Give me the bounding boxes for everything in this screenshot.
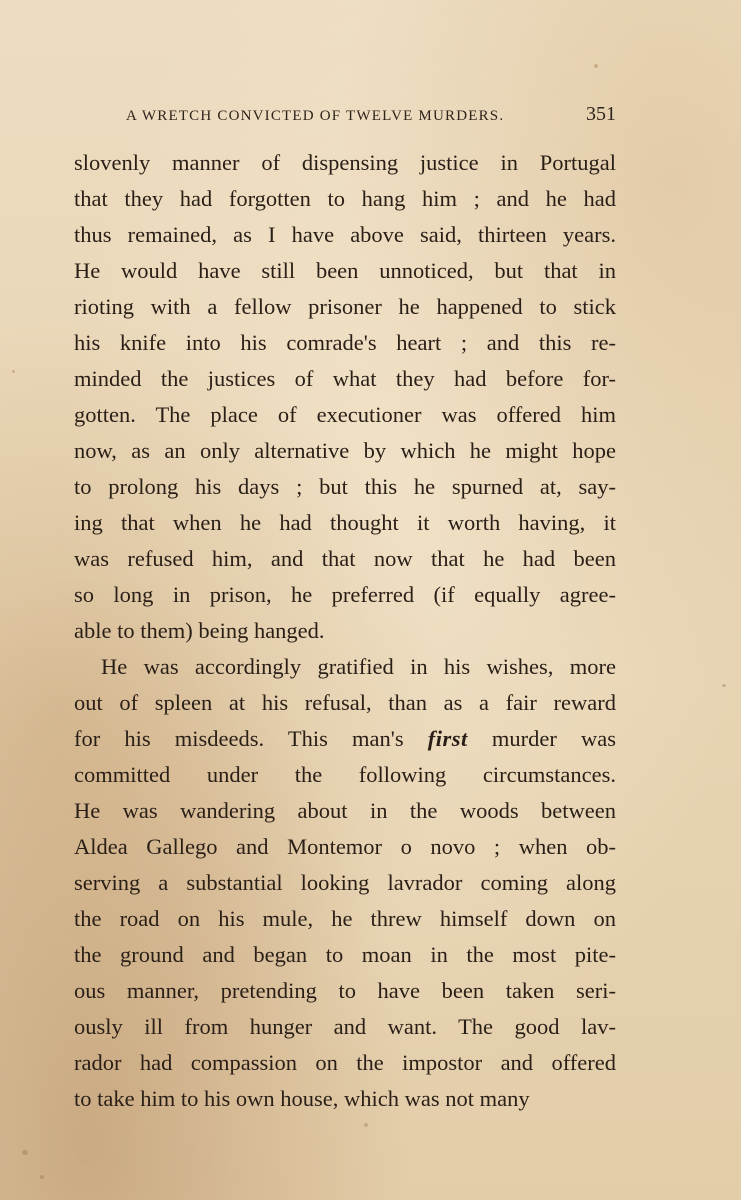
- text-line-with-emphasis: [74, 721, 616, 757]
- text-line: rador had compassion on the impostor and offered: [74, 1050, 616, 1075]
- text-line: so long in prison, he preferred (if equally agree-: [74, 582, 616, 607]
- text-line: slovenly manner of dispensing justice in Portugal: [74, 150, 616, 175]
- foxing-spot: [364, 1123, 368, 1127]
- text-line: the road on his mule, he threw himself down on: [74, 906, 616, 931]
- text-line: minded the justices of what they had before for-: [74, 366, 616, 391]
- text-line: ing that when he had thought it worth having, it: [74, 510, 616, 535]
- text-line: He was accordingly gratified in his wishes, more: [101, 654, 616, 679]
- text-line: ous manner, pretending to have been taken seri-: [74, 978, 616, 1003]
- text-line: serving a substantial looking lavrador coming along: [74, 870, 616, 895]
- page-header: [74, 98, 620, 134]
- text-line: rioting with a fellow prisoner he happened to stick: [74, 294, 616, 319]
- text-line: ously ill from hunger and want. The good lav-: [74, 1014, 616, 1039]
- text-line: thus remained, as I have above said, thirteen years.: [74, 222, 616, 247]
- foxing-spot: [40, 1175, 44, 1179]
- line-start-text: for his misdeeds. This man's: [74, 726, 404, 751]
- text-line: gotten. The place of executioner was offered him: [74, 402, 616, 427]
- running-head: A WRETCH CONVICTED OF TWELVE MURDERS.: [126, 108, 505, 124]
- foxing-spot: [22, 1150, 28, 1155]
- text-line: to prolong his days ; but this he spurned at, say-: [74, 474, 616, 499]
- text-line: that they had forgotten to hang him ; and he had: [74, 186, 616, 211]
- text-line: now, as an only alternative by which he might hope: [74, 438, 616, 463]
- text-line: to take him to his own house, which was not many: [74, 1086, 530, 1111]
- text-line: was refused him, and that now that he had been: [74, 546, 616, 571]
- foxing-spot: [12, 370, 15, 373]
- text-line: He would have still been unnoticed, but that in: [74, 258, 616, 283]
- text-line: able to them) being hanged.: [74, 618, 325, 643]
- foxing-spot: [722, 684, 726, 687]
- text-line: He was wandering about in the woods between: [74, 798, 616, 823]
- page-number: 351: [586, 103, 616, 125]
- foxing-spot: [594, 64, 598, 68]
- text-line: the ground and began to moan in the most pite-: [74, 942, 616, 967]
- text-line: out of spleen at his refusal, than as a fair reward: [74, 690, 616, 715]
- body-text: [74, 145, 616, 1117]
- text-line: his knife into his comrade's heart ; and this re-: [74, 330, 616, 355]
- emphasized-word: first: [427, 726, 468, 751]
- text-line: Aldea Gallego and Montemor o novo ; when ob-: [74, 834, 616, 859]
- line-end-text: murder was: [491, 726, 616, 751]
- text-line: committed under the following circumstances.: [74, 762, 616, 787]
